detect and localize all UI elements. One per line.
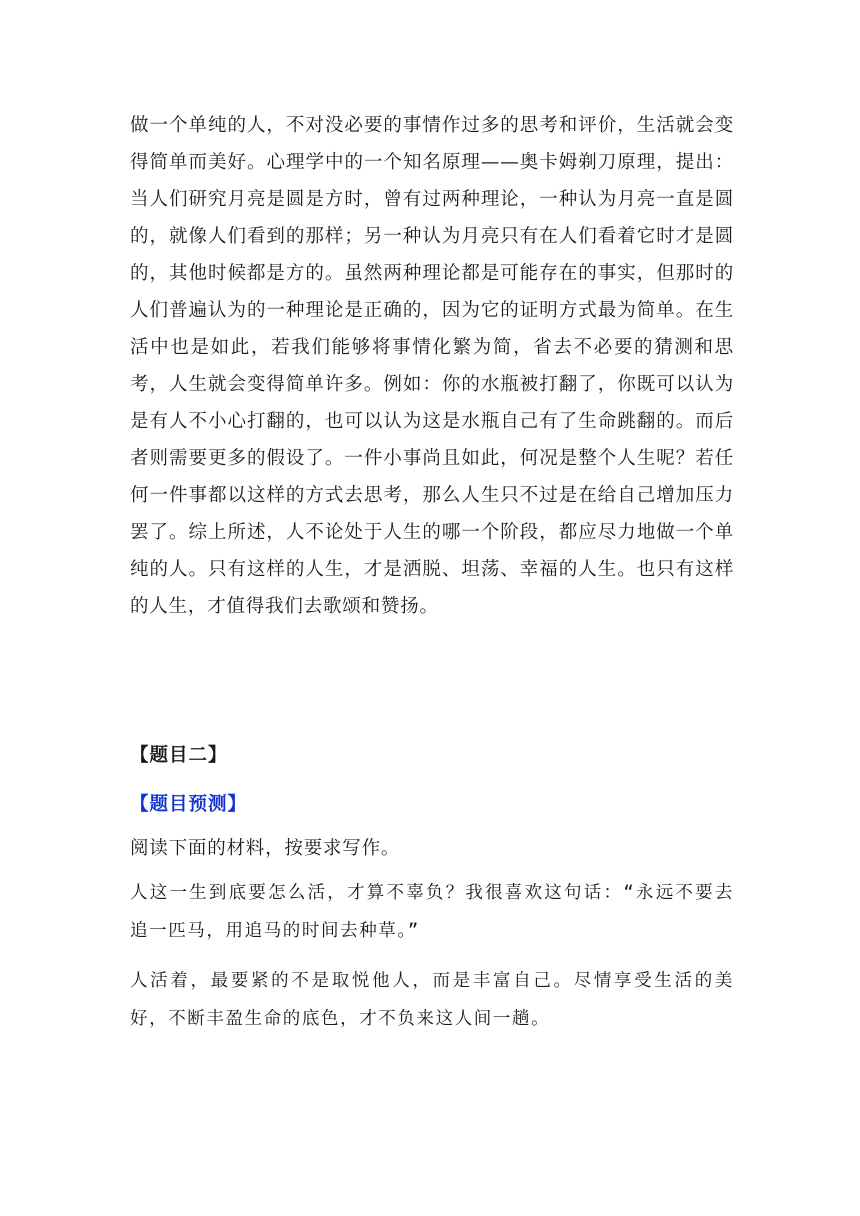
- prediction-subheading: 【题目预测】: [130, 794, 248, 815]
- essay-paragraph: 做一个单纯的人，不对没必要的事情作过多的思考和评价，生活就会变得简单而美好。心理学中的一个知名原理——奥卡姆剃刀原理，提出：当人们研究月亮是圆是方时，曾有过两种理论，一种认为月亮一直是圆的，就像人们看到的那样；另一种认为月亮只有在人们看着它时才是圆的，其他时候都是方的。虽然两种理论都是可能存在的事实，但那时的人们普遍认为的一种理论是正确的，因为它的证明方式最为简单。在生活中也是如此，若我们能够将事情化繁为简，省去不必要的猜测和思考，人生就会变得简单许多。例如：你的水瓶被打翻了，你既可以认为是有人不小心打翻的，也可以认为这是水瓶自己有了生命跳翻的。而后者则需要更多的假设了。一件小事尚且如此，何况是整个人生呢？若任何一件事都以这样的方式去思考，那么人生只不过是在给自己增加压力罢了。综上所述，人不论处于人生的哪一个阶段，都应尽力地做一个单纯的人。只有这样的人生，才是洒脱、坦荡、幸福的人生。也只有这样的人生，才值得我们去歌颂和赞扬。: [130, 115, 734, 617]
- material-paragraph-1: 人这一生到底要怎么活，才算不辜负？我很喜欢这句话：“永远不要去追一匹马，用追马的时间去种草。”: [130, 883, 734, 941]
- section-heading: 【题目二】: [130, 745, 228, 766]
- material-paragraph-2: 人活着，最要紧的不是取悦他人，而是丰富自己。尽情享受生活的美好，不断丰盈生命的底色，才不负来这人间一趟。: [130, 971, 734, 1029]
- writing-instruction: 阅读下面的材料，按要求写作。: [130, 838, 401, 859]
